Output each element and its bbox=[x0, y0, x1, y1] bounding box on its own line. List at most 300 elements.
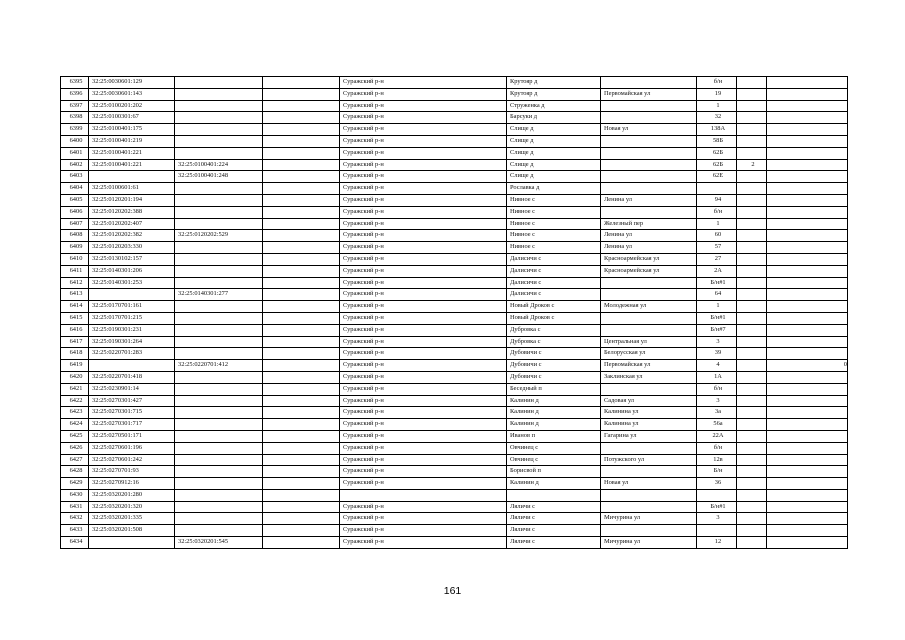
cell-extra-1 bbox=[737, 218, 767, 230]
cell-street bbox=[601, 383, 697, 395]
cell-cadastral-number: 32:25:0230901:14 bbox=[89, 383, 175, 395]
table-row bbox=[61, 442, 848, 454]
cell-street: Ленина ул bbox=[601, 194, 697, 206]
cell-row-number: 6419 bbox=[61, 360, 89, 372]
table-row bbox=[61, 419, 848, 431]
cell-extra-2 bbox=[767, 442, 848, 454]
cell-house-number: Б/н#7 bbox=[697, 324, 737, 336]
cell-extra-2 bbox=[767, 218, 848, 230]
cell-house-number: 32 bbox=[697, 112, 737, 124]
table-row bbox=[61, 171, 848, 183]
cell-house-number: б/н bbox=[697, 206, 737, 218]
cell-house-number: 3 bbox=[697, 395, 737, 407]
cell-cadastral-number-2 bbox=[175, 218, 263, 230]
cell-settlement: Нивное с bbox=[507, 194, 601, 206]
cell-empty bbox=[263, 77, 340, 89]
cell-empty bbox=[263, 513, 340, 525]
cell-cadastral-number: 32:25:0100301:67 bbox=[89, 112, 175, 124]
table-row bbox=[61, 100, 848, 112]
cell-row-number: 6431 bbox=[61, 501, 89, 513]
cell-settlement: Струженка д bbox=[507, 100, 601, 112]
cell-extra-2 bbox=[767, 312, 848, 324]
cell-street: Потужского ул bbox=[601, 454, 697, 466]
cell-house-number: 2А bbox=[697, 265, 737, 277]
cell-row-number: 6397 bbox=[61, 100, 89, 112]
cell-empty bbox=[263, 324, 340, 336]
cell-settlement: Слище д bbox=[507, 124, 601, 136]
table-row bbox=[61, 242, 848, 254]
cell-row-number: 6415 bbox=[61, 312, 89, 324]
cell-extra-1 bbox=[737, 112, 767, 124]
cell-empty bbox=[263, 289, 340, 301]
cell-extra-2 bbox=[767, 489, 848, 501]
table-row bbox=[61, 430, 848, 442]
cell-cadastral-number-2 bbox=[175, 525, 263, 537]
cell-row-number: 6432 bbox=[61, 513, 89, 525]
cell-settlement: Дубовичи с bbox=[507, 360, 601, 372]
cell-cadastral-number-2: 32:25:0140301:277 bbox=[175, 289, 263, 301]
cell-extra-1 bbox=[737, 253, 767, 265]
cell-extra-2 bbox=[767, 348, 848, 360]
cell-house-number: б/н bbox=[697, 77, 737, 89]
cell-house-number: 3 bbox=[697, 513, 737, 525]
cell-settlement: Борисвой п bbox=[507, 466, 601, 478]
cell-extra-1 bbox=[737, 430, 767, 442]
table-row bbox=[61, 454, 848, 466]
cell-extra-2 bbox=[767, 466, 848, 478]
cell-cadastral-number-2 bbox=[175, 77, 263, 89]
cell-street: Мичурина ул bbox=[601, 537, 697, 549]
cell-row-number: 6410 bbox=[61, 253, 89, 265]
cell-empty bbox=[263, 265, 340, 277]
cell-extra-1 bbox=[737, 513, 767, 525]
table-row bbox=[61, 194, 848, 206]
cell-settlement: Дубровка с bbox=[507, 336, 601, 348]
cell-house-number: 19 bbox=[697, 88, 737, 100]
cell-empty bbox=[263, 183, 340, 195]
cell-cadastral-number-2 bbox=[175, 301, 263, 313]
cell-row-number: 6408 bbox=[61, 230, 89, 242]
cell-settlement: Калинин д bbox=[507, 407, 601, 419]
cell-extra-1 bbox=[737, 194, 767, 206]
table-row bbox=[61, 206, 848, 218]
cell-street: Белорусская ул bbox=[601, 348, 697, 360]
cell-cadastral-number bbox=[89, 360, 175, 372]
cell-district: Суражский р-н bbox=[340, 419, 507, 431]
cell-district: Суражский р-н bbox=[340, 88, 507, 100]
cell-house-number: Б/н#1 bbox=[697, 277, 737, 289]
cell-cadastral-number-2: 32:25:0120202:529 bbox=[175, 230, 263, 242]
table-row bbox=[61, 253, 848, 265]
table-row bbox=[61, 159, 848, 171]
table-row bbox=[61, 348, 848, 360]
cell-row-number: 6395 bbox=[61, 77, 89, 89]
cell-house-number: 1 bbox=[697, 301, 737, 313]
cell-row-number: 6409 bbox=[61, 242, 89, 254]
cell-extra-2 bbox=[767, 88, 848, 100]
cell-cadastral-number-2 bbox=[175, 88, 263, 100]
cell-row-number: 6396 bbox=[61, 88, 89, 100]
cell-row-number: 6400 bbox=[61, 135, 89, 147]
table-row bbox=[61, 360, 848, 372]
cell-district: Суражский р-н bbox=[340, 348, 507, 360]
registry-table-body bbox=[61, 77, 848, 549]
cell-settlement: Далисичи с bbox=[507, 289, 601, 301]
cell-row-number: 6428 bbox=[61, 466, 89, 478]
cell-cadastral-number-2 bbox=[175, 124, 263, 136]
table-row bbox=[61, 218, 848, 230]
cell-district: Суражский р-н bbox=[340, 277, 507, 289]
cell-empty bbox=[263, 301, 340, 313]
cell-empty bbox=[263, 454, 340, 466]
cell-street bbox=[601, 525, 697, 537]
cell-empty bbox=[263, 466, 340, 478]
cell-house-number: 1 bbox=[697, 218, 737, 230]
cell-cadastral-number: 32:25:0100401:221 bbox=[89, 147, 175, 159]
cell-empty bbox=[263, 230, 340, 242]
cell-extra-1 bbox=[737, 100, 767, 112]
cell-house-number bbox=[697, 525, 737, 537]
cell-cadastral-number-2: 32:25:0220701:412 bbox=[175, 360, 263, 372]
cell-extra-1 bbox=[737, 265, 767, 277]
cell-extra-1 bbox=[737, 324, 767, 336]
cell-district: Суражский р-н bbox=[340, 159, 507, 171]
cell-cadastral-number-2 bbox=[175, 194, 263, 206]
cell-settlement: Дубровка с bbox=[507, 324, 601, 336]
table-row bbox=[61, 135, 848, 147]
cell-empty bbox=[263, 100, 340, 112]
cell-cadastral-number: 32:25:0030601:129 bbox=[89, 77, 175, 89]
table-row bbox=[61, 112, 848, 124]
cell-district: Суражский р-н bbox=[340, 242, 507, 254]
cell-settlement: Ляличи с bbox=[507, 513, 601, 525]
cell-settlement: Крутояр д bbox=[507, 88, 601, 100]
cell-extra-1 bbox=[737, 442, 767, 454]
cell-cadastral-number-2 bbox=[175, 348, 263, 360]
cell-house-number: 60 bbox=[697, 230, 737, 242]
cell-settlement: Далисичи с bbox=[507, 277, 601, 289]
table-row bbox=[61, 478, 848, 490]
cell-house-number: 138А bbox=[697, 124, 737, 136]
cell-settlement: Слище д bbox=[507, 147, 601, 159]
cell-district: Суражский р-н bbox=[340, 147, 507, 159]
cell-street: Новая ул bbox=[601, 124, 697, 136]
cell-settlement: Нивное с bbox=[507, 206, 601, 218]
cell-cadastral-number: 32:25:0320201:508 bbox=[89, 525, 175, 537]
cell-settlement: Барсуки д bbox=[507, 112, 601, 124]
cell-house-number: 12 bbox=[697, 537, 737, 549]
cell-extra-2 bbox=[767, 230, 848, 242]
cell-empty bbox=[263, 135, 340, 147]
cell-cadastral-number: 32:25:0190301:231 bbox=[89, 324, 175, 336]
cell-extra-2 bbox=[767, 525, 848, 537]
cell-district: Суражский р-н bbox=[340, 112, 507, 124]
cell-empty bbox=[263, 371, 340, 383]
cell-row-number: 6427 bbox=[61, 454, 89, 466]
cell-row-number: 6420 bbox=[61, 371, 89, 383]
cell-extra-1 bbox=[737, 124, 767, 136]
cell-cadastral-number: 32:25:0320201:280 bbox=[89, 489, 175, 501]
cell-house-number bbox=[697, 183, 737, 195]
cell-settlement: Калинин д bbox=[507, 419, 601, 431]
cell-row-number: 6421 bbox=[61, 383, 89, 395]
cell-house-number: 62Е bbox=[697, 171, 737, 183]
cell-extra-1 bbox=[737, 277, 767, 289]
cell-settlement bbox=[507, 489, 601, 501]
cell-extra-1 bbox=[737, 360, 767, 372]
cell-extra-1 bbox=[737, 77, 767, 89]
cell-extra-2 bbox=[767, 171, 848, 183]
cell-extra-2 bbox=[767, 395, 848, 407]
cell-cadastral-number: 32:25:0270601:196 bbox=[89, 442, 175, 454]
cell-district: Суражский р-н bbox=[340, 124, 507, 136]
cell-cadastral-number-2 bbox=[175, 336, 263, 348]
cell-settlement: Калинин д bbox=[507, 395, 601, 407]
cell-street bbox=[601, 147, 697, 159]
cell-extra-2 bbox=[767, 77, 848, 89]
cell-extra-1 bbox=[737, 135, 767, 147]
cell-empty bbox=[263, 218, 340, 230]
cell-cadastral-number: 32:25:0120202:388 bbox=[89, 206, 175, 218]
cell-empty bbox=[263, 147, 340, 159]
cell-street bbox=[601, 135, 697, 147]
cell-row-number: 6425 bbox=[61, 430, 89, 442]
cell-settlement: Рославка д bbox=[507, 183, 601, 195]
cell-extra-2 bbox=[767, 336, 848, 348]
cell-empty bbox=[263, 407, 340, 419]
cell-district: Суражский р-н bbox=[340, 135, 507, 147]
cell-settlement: Овчинец с bbox=[507, 442, 601, 454]
cell-extra-1 bbox=[737, 383, 767, 395]
cell-extra-1 bbox=[737, 454, 767, 466]
cell-cadastral-number: 32:25:0120201:194 bbox=[89, 194, 175, 206]
cell-house-number: 58Б bbox=[697, 135, 737, 147]
cell-settlement: Далисичи с bbox=[507, 265, 601, 277]
cell-cadastral-number: 32:25:0100401:219 bbox=[89, 135, 175, 147]
cell-district: Суражский р-н bbox=[340, 466, 507, 478]
cell-cadastral-number-2 bbox=[175, 324, 263, 336]
cell-row-number: 6411 bbox=[61, 265, 89, 277]
cell-extra-2 bbox=[767, 419, 848, 431]
cell-house-number: 94 bbox=[697, 194, 737, 206]
cell-empty bbox=[263, 206, 340, 218]
cell-cadastral-number-2 bbox=[175, 466, 263, 478]
cell-cadastral-number-2 bbox=[175, 265, 263, 277]
cell-row-number: 6407 bbox=[61, 218, 89, 230]
cell-settlement: Беседный п bbox=[507, 383, 601, 395]
cell-street bbox=[601, 183, 697, 195]
cell-settlement: Слище д bbox=[507, 171, 601, 183]
cell-district: Суражский р-н bbox=[340, 395, 507, 407]
table-row bbox=[61, 489, 848, 501]
cell-row-number: 6413 bbox=[61, 289, 89, 301]
cell-empty bbox=[263, 242, 340, 254]
cell-street bbox=[601, 501, 697, 513]
cell-cadastral-number-2 bbox=[175, 454, 263, 466]
cell-extra-2 bbox=[767, 277, 848, 289]
cell-cadastral-number bbox=[89, 537, 175, 549]
cell-cadastral-number-2 bbox=[175, 242, 263, 254]
cell-extra-2 bbox=[767, 183, 848, 195]
cell-street bbox=[601, 312, 697, 324]
cell-extra-2 bbox=[767, 159, 848, 171]
cell-street bbox=[601, 159, 697, 171]
table-row bbox=[61, 265, 848, 277]
cell-street: Гагарина ул bbox=[601, 430, 697, 442]
cell-house-number: б/н bbox=[697, 383, 737, 395]
cell-district: Суражский р-н bbox=[340, 253, 507, 265]
cell-cadastral-number: 32:25:0220701:418 bbox=[89, 371, 175, 383]
cell-street bbox=[601, 277, 697, 289]
cell-street: Заклинская ул bbox=[601, 371, 697, 383]
cell-empty bbox=[263, 501, 340, 513]
cell-district: Суражский р-н bbox=[340, 336, 507, 348]
cell-settlement: Ляличи с bbox=[507, 537, 601, 549]
cell-house-number: 39 bbox=[697, 348, 737, 360]
cell-cadastral-number-2 bbox=[175, 407, 263, 419]
cell-extra-1 bbox=[737, 242, 767, 254]
cell-empty bbox=[263, 537, 340, 549]
cell-house-number: 22А bbox=[697, 430, 737, 442]
cell-cadastral-number-2 bbox=[175, 501, 263, 513]
cell-district: Суражский р-н bbox=[340, 230, 507, 242]
cell-settlement: Дубовичи с bbox=[507, 348, 601, 360]
cell-extra-1 bbox=[737, 419, 767, 431]
cell-extra-1 bbox=[737, 466, 767, 478]
table-row bbox=[61, 466, 848, 478]
cell-street bbox=[601, 100, 697, 112]
cell-street: Калинина ул bbox=[601, 419, 697, 431]
cell-extra-1 bbox=[737, 395, 767, 407]
cell-cadastral-number bbox=[89, 171, 175, 183]
cell-extra-2 bbox=[767, 454, 848, 466]
cell-cadastral-number: 32:25:0270301:427 bbox=[89, 395, 175, 407]
cell-street bbox=[601, 289, 697, 301]
table-row bbox=[61, 537, 848, 549]
cell-district: Суражский р-н bbox=[340, 383, 507, 395]
cell-row-number: 6434 bbox=[61, 537, 89, 549]
cell-row-number: 6398 bbox=[61, 112, 89, 124]
cell-cadastral-number-2 bbox=[175, 419, 263, 431]
cell-district: Суражский р-н bbox=[340, 312, 507, 324]
cell-house-number: 1А bbox=[697, 371, 737, 383]
cell-extra-2 bbox=[767, 407, 848, 419]
cell-empty bbox=[263, 336, 340, 348]
table-row bbox=[61, 525, 848, 537]
cell-empty bbox=[263, 419, 340, 431]
cell-house-number: 57 bbox=[697, 242, 737, 254]
cell-cadastral-number-2 bbox=[175, 100, 263, 112]
cell-settlement: Иванов п bbox=[507, 430, 601, 442]
cell-extra-1 bbox=[737, 336, 767, 348]
cell-house-number: 4 bbox=[697, 360, 737, 372]
cell-district: Суражский р-н bbox=[340, 77, 507, 89]
cell-cadastral-number: 32:25:0270701:93 bbox=[89, 466, 175, 478]
cell-row-number: 6406 bbox=[61, 206, 89, 218]
cell-street: Первомайская ул bbox=[601, 88, 697, 100]
cell-settlement: Овчинец с bbox=[507, 454, 601, 466]
cell-extra-2 bbox=[767, 100, 848, 112]
cell-extra-2 bbox=[767, 112, 848, 124]
cell-row-number: 6417 bbox=[61, 336, 89, 348]
cell-cadastral-number: 32:25:0140301:206 bbox=[89, 265, 175, 277]
cell-settlement: Слище д bbox=[507, 159, 601, 171]
cell-extra-1 bbox=[737, 183, 767, 195]
cell-cadastral-number-2 bbox=[175, 206, 263, 218]
cell-row-number: 6424 bbox=[61, 419, 89, 431]
cell-street: Центральная ул bbox=[601, 336, 697, 348]
cell-street bbox=[601, 77, 697, 89]
cell-settlement: Нивное с bbox=[507, 218, 601, 230]
cell-house-number: 56а bbox=[697, 419, 737, 431]
cell-cadastral-number-2: 32:25:0100401:224 bbox=[175, 159, 263, 171]
cell-row-number: 6418 bbox=[61, 348, 89, 360]
cell-extra-2 bbox=[767, 289, 848, 301]
cell-extra-1 bbox=[737, 501, 767, 513]
cell-house-number: Б/н#1 bbox=[697, 501, 737, 513]
cell-house-number: Б/н#1 bbox=[697, 312, 737, 324]
cell-extra-2 bbox=[767, 513, 848, 525]
cell-extra-1 bbox=[737, 289, 767, 301]
cell-street bbox=[601, 206, 697, 218]
cell-row-number: 6405 bbox=[61, 194, 89, 206]
cell-row-number: 6416 bbox=[61, 324, 89, 336]
cell-extra-1 bbox=[737, 489, 767, 501]
cell-cadastral-number-2 bbox=[175, 513, 263, 525]
cell-cadastral-number: 32:25:0140301:253 bbox=[89, 277, 175, 289]
cell-district: Суражский р-н bbox=[340, 218, 507, 230]
cell-extra-2 bbox=[767, 478, 848, 490]
cell-street: Калинина ул bbox=[601, 407, 697, 419]
cell-settlement: Новый Дроков с bbox=[507, 301, 601, 313]
cell-empty bbox=[263, 478, 340, 490]
cell-district: Суражский р-н bbox=[340, 513, 507, 525]
cell-cadastral-number-2 bbox=[175, 430, 263, 442]
cell-extra-2 bbox=[767, 242, 848, 254]
cell-settlement: Далисичи с bbox=[507, 253, 601, 265]
cell-cadastral-number-2 bbox=[175, 135, 263, 147]
cell-row-number: 6426 bbox=[61, 442, 89, 454]
cell-extra-1 bbox=[737, 348, 767, 360]
cell-cadastral-number-2 bbox=[175, 395, 263, 407]
table-row bbox=[61, 124, 848, 136]
cell-cadastral-number: 32:25:0220701:283 bbox=[89, 348, 175, 360]
cell-row-number: 6422 bbox=[61, 395, 89, 407]
cell-district: Суражский р-н bbox=[340, 537, 507, 549]
cell-row-number: 6399 bbox=[61, 124, 89, 136]
cell-street bbox=[601, 466, 697, 478]
cell-cadastral-number: 32:25:0190301:264 bbox=[89, 336, 175, 348]
cell-empty bbox=[263, 348, 340, 360]
cell-district: Суражский р-н bbox=[340, 289, 507, 301]
cell-cadastral-number: 32:25:0120203:330 bbox=[89, 242, 175, 254]
cell-house-number: 3 bbox=[697, 336, 737, 348]
cell-settlement: Нивное с bbox=[507, 230, 601, 242]
cell-house-number: 12в bbox=[697, 454, 737, 466]
cell-empty bbox=[263, 277, 340, 289]
cell-cadastral-number bbox=[89, 289, 175, 301]
cell-cadastral-number-2 bbox=[175, 489, 263, 501]
cell-cadastral-number-2 bbox=[175, 253, 263, 265]
registry-table bbox=[60, 76, 848, 549]
cell-extra-2 bbox=[767, 501, 848, 513]
cell-district: Суражский р-н bbox=[340, 194, 507, 206]
cell-cadastral-number: 32:25:0270301:715 bbox=[89, 407, 175, 419]
cell-cadastral-number-2: 32:25:0100401:248 bbox=[175, 171, 263, 183]
cell-extra-2 bbox=[767, 301, 848, 313]
cell-extra-1 bbox=[737, 147, 767, 159]
cell-extra-2 bbox=[767, 194, 848, 206]
